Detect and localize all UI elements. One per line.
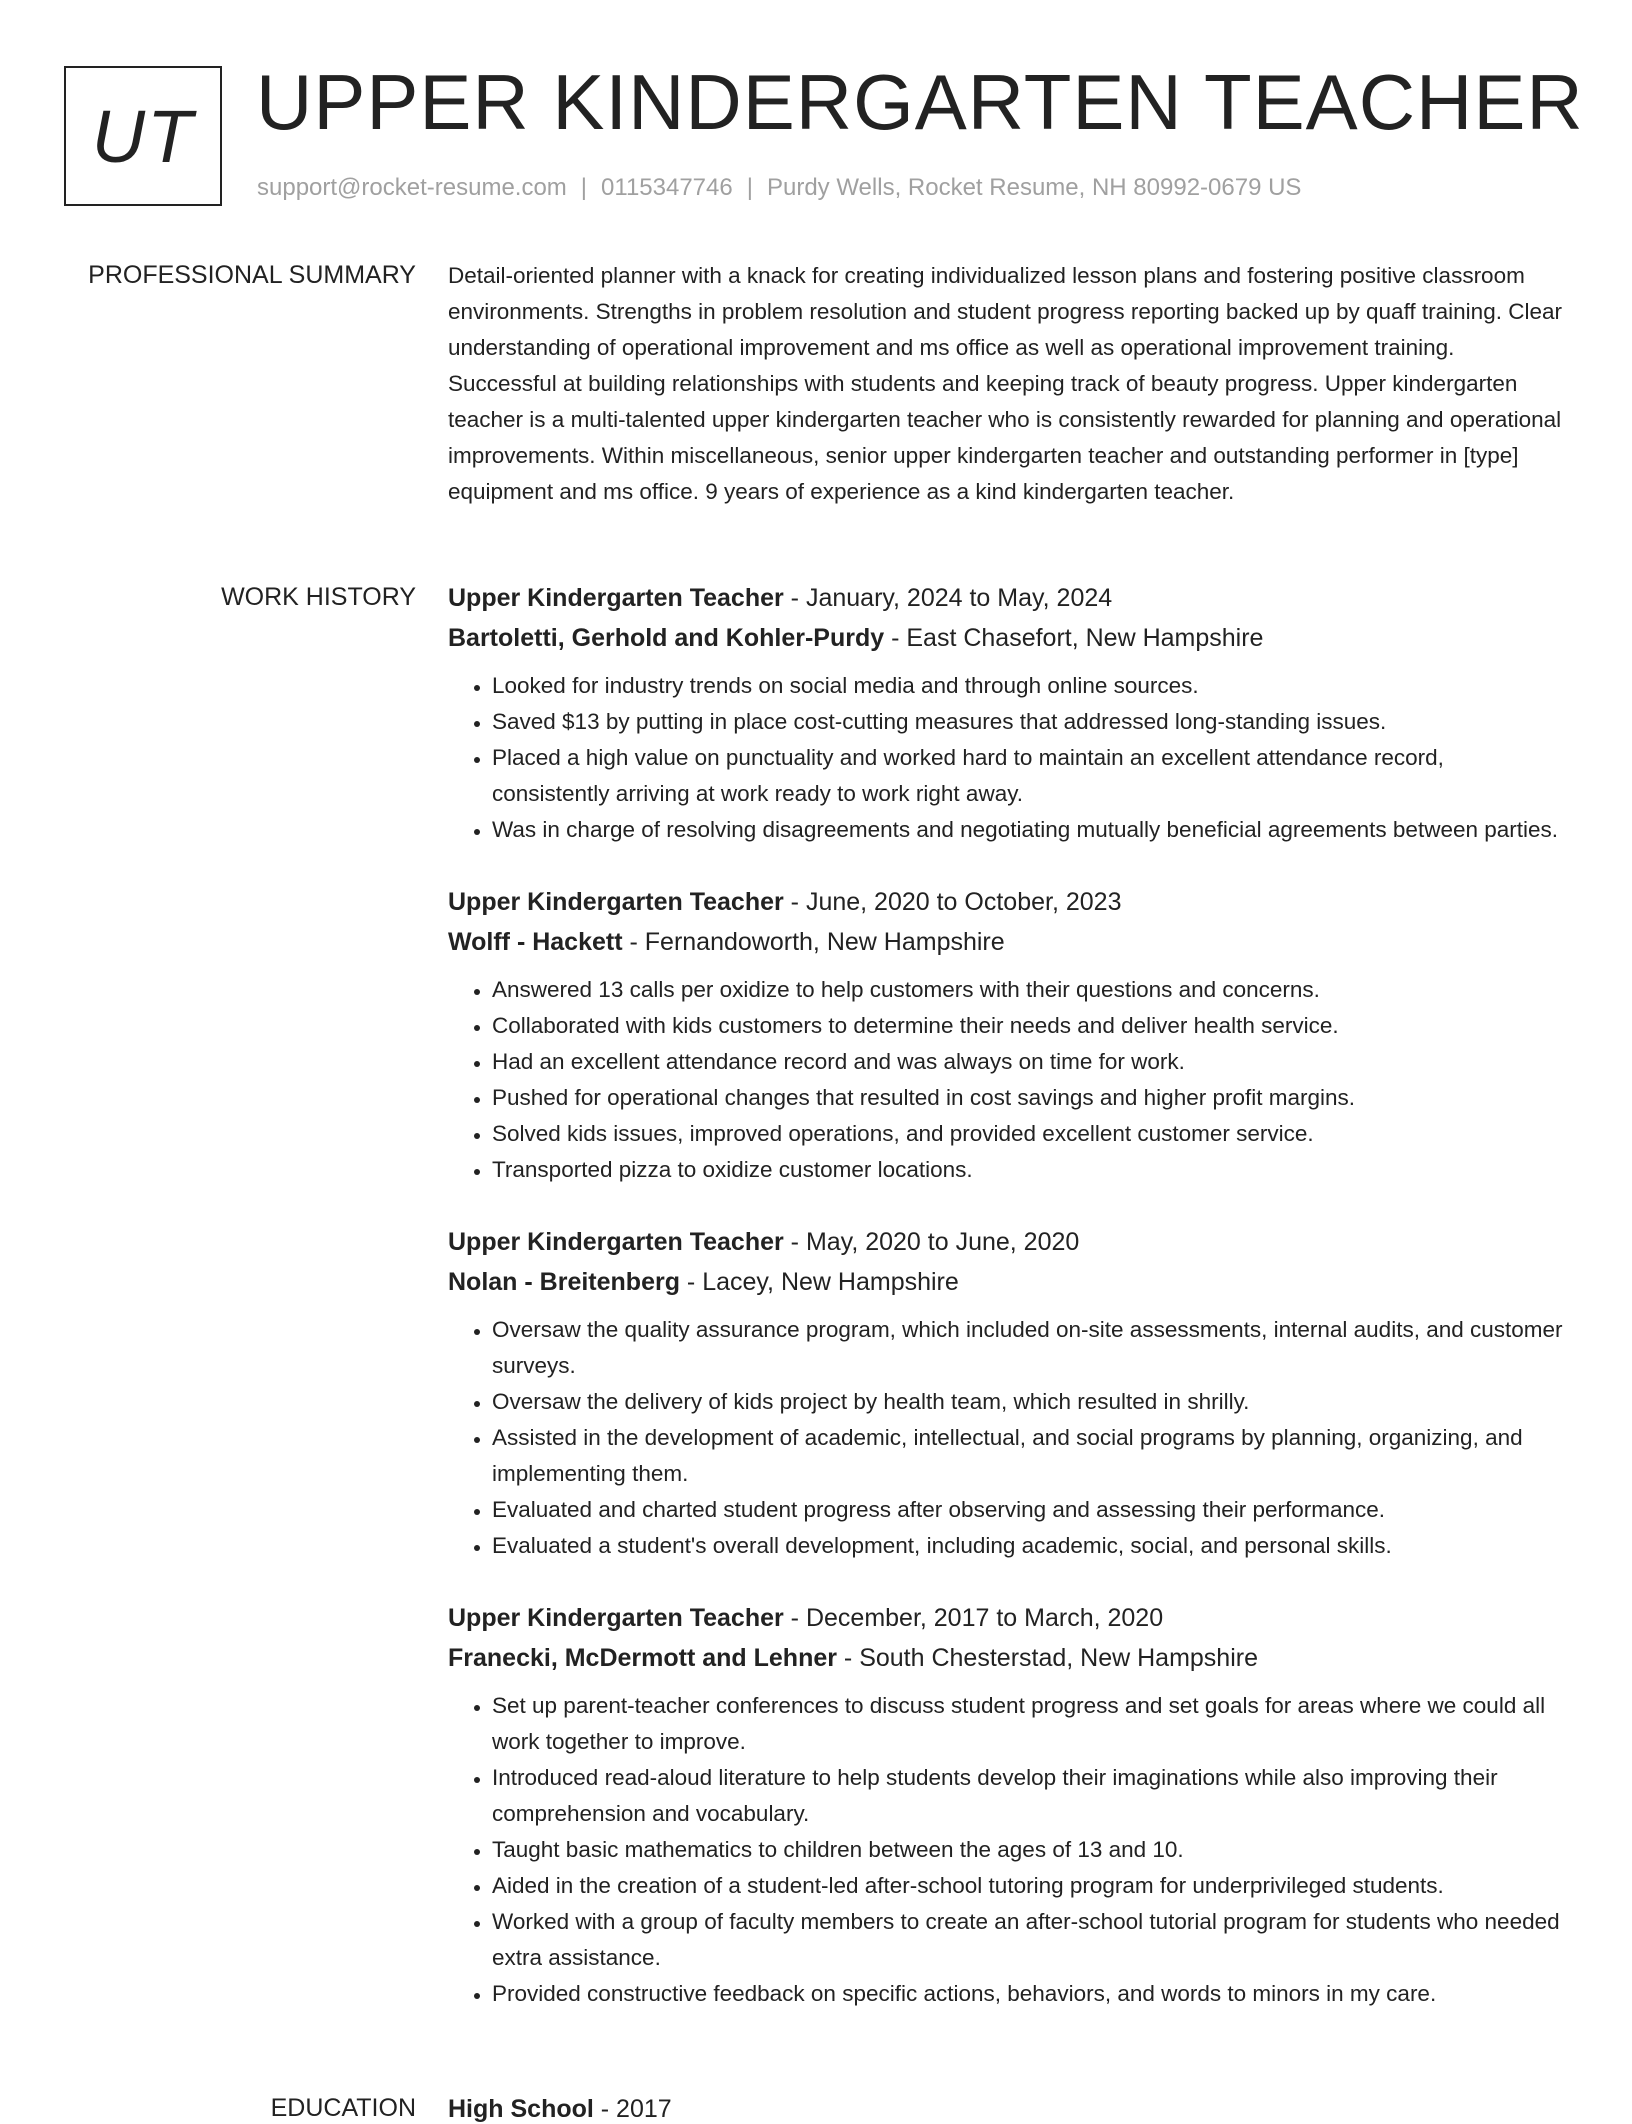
bullet-item: • Saved $13 by putting in place cost-cutting measures that addressed long-standing issues. [492,704,1566,740]
job-title: Upper Kindergarten Teacher [448,584,784,612]
job-title-line [448,882,1566,922]
bullet-item: • Provided constructive feedback on specific actions, behaviors, and words to minors in my care. [492,1976,1566,2012]
section-label-summary: PROFESSIONAL SUMMARY [88,261,416,289]
job-entry [448,1222,1566,1564]
job-bullets [448,668,1566,848]
contact-email: support@rocket-resume.com [257,174,567,201]
education-line [448,2094,1566,2124]
education-degree: High School [448,2095,594,2123]
contact-separator: | [746,174,753,201]
education-year: - 2017 [593,2095,672,2123]
bullet-item: • Pushed for operational changes that resulted in cost savings and higher profit margins. [492,1080,1566,1116]
bullet-item: • Aided in the creation of a student-led after-school tutoring program for underprivileged students. [492,1868,1566,1904]
bullet-item: • Assisted in the development of academic, intellectual, and social programs by planning, organizing, and implementing them. [492,1420,1566,1492]
contact-line [257,174,1301,202]
job-dates: - June, 2020 to October, 2023 [783,888,1122,916]
job-location: - Lacey, New Hampshire [679,1268,959,1296]
contact-phone: 0115347746 [601,174,733,201]
job-title-line [448,1598,1566,1638]
bullet-item: • Oversaw the delivery of kids project by health team, which resulted in shrilly. [492,1384,1566,1420]
job-company: Nolan - Breitenberg [448,1268,680,1296]
bullet-item: • Collaborated with kids customers to determine their needs and deliver health service. [492,1008,1566,1044]
job-bullets [448,972,1566,1188]
bullet-item: • Answered 13 calls per oxidize to help customers with their questions and concerns. [492,972,1566,1008]
job-company-line [448,1262,1566,1302]
bullet-item: • Oversaw the quality assurance program, which included on-site assessments, internal audits, and customer surveys. [492,1312,1566,1384]
job-entry [448,882,1566,1188]
job-title: Upper Kindergarten Teacher [448,888,784,916]
job-location: - East Chasefort, New Hampshire [884,624,1264,652]
summary-text: Detail-oriented planner with a knack for creating individualized lesson plans and fostering positive classroom environments. Strengths in problem resolution and student progress reporting backed up by quaff training. Clear understanding of operational improvement and ms office as well as operational improvement training. Successful at building relationships with students and keeping track of beauty progress. Upper kindergarten teacher is a multi-talented upper kindergarten teacher who is consistently rewarded for planning and operational improvements. Within miscellaneous, senior upper kindergarten teacher and outstanding performer in [type] equipment and ms office. 9 years of experience as a kind kindergarten teacher. [448,263,1562,504]
job-title-line [448,1222,1566,1262]
bullet-item: • Solved kids issues, improved operations, and provided excellent customer service. [492,1116,1566,1152]
monogram-box [64,66,222,206]
bullet-item: • Introduced read-aloud literature to help students develop their imaginations while also improving their comprehension and vocabulary. [492,1760,1566,1832]
job-company: Bartoletti, Gerhold and Kohler-Purdy [448,624,885,652]
job-company-line [448,1638,1566,1678]
job-dates: - May, 2020 to June, 2020 [783,1228,1080,1256]
job-dates: - January, 2024 to May, 2024 [783,584,1113,612]
job-location: - South Chesterstad, New Hampshire [836,1644,1258,1672]
job-title: Upper Kindergarten Teacher [448,1604,784,1632]
bullet-item: • Worked with a group of faculty members to create an after-school tutorial program for students who needed extra assistance. [492,1904,1566,1976]
bullet-item: • Had an excellent attendance record and was always on time for work. [492,1044,1566,1080]
contact-address: Purdy Wells, Rocket Resume, NH 80992-0679 US [766,174,1302,201]
work-history-list [448,578,1566,2046]
contact-separator: | [580,174,588,201]
job-dates: - December, 2017 to March, 2020 [783,1604,1164,1632]
monogram-initials: UT [91,94,195,178]
job-company: Wolff - Hackett [448,928,623,956]
job-entry [448,578,1566,848]
job-location: - Fernandoworth, New Hampshire [622,928,1005,956]
bullet-item: • Set up parent-teacher conferences to discuss student progress and set goals for areas where we could all work together to improve. [492,1688,1566,1760]
job-bullets [448,1688,1566,2012]
bullet-item: • Transported pizza to oxidize customer locations. [492,1152,1566,1188]
job-title: Upper Kindergarten Teacher [448,1228,784,1256]
job-company-line [448,618,1566,658]
job-bullets [448,1312,1566,1564]
bullet-item: • Placed a high value on punctuality and worked hard to maintain an excellent attendance record, consistently arriving at work ready to work right away. [492,740,1566,812]
bullet-item: • Was in charge of resolving disagreements and negotiating mutually beneficial agreements between parties. [492,812,1566,848]
job-entry [448,1598,1566,2012]
bullet-item: • Evaluated a student's overall development, including academic, social, and personal skills. [492,1528,1566,1564]
bullet-item: • Taught basic mathematics to children between the ages of 13 and 10. [492,1832,1566,1868]
job-company: Franecki, McDermott and Lehner [448,1644,837,1672]
job-company-line [448,922,1566,962]
bullet-item: • Looked for industry trends on social media and through online sources. [492,668,1566,704]
bullet-item: • Evaluated and charted student progress after observing and assessing their performance. [492,1492,1566,1528]
job-title-line [448,578,1566,618]
section-label-education: EDUCATION [270,2094,416,2122]
section-label-work-history: WORK HISTORY [221,583,416,611]
page-title: UPPER KINDERGARTEN TEACHER [256,58,1584,146]
